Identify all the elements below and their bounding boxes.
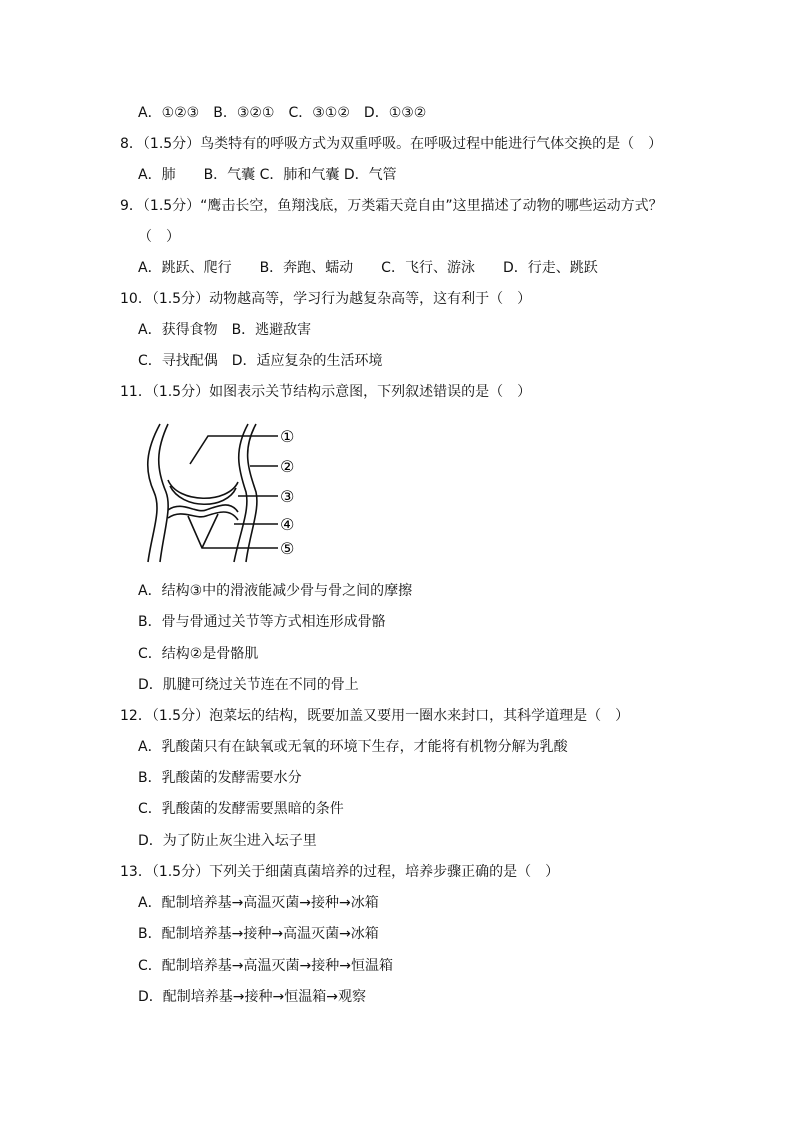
- q12-option-a: A．乳酸菌只有在缺氧或无氧的环境下生存，才能将有机物分解为乳酸: [138, 739, 568, 755]
- q9-options: A．跳跃、爬行 B．奔跑、蠕动 C．飞行、游泳 D．行走、跳跃: [138, 260, 598, 276]
- q13-option-b: B．配制培养基→接种→高温灭菌→冰箱: [138, 926, 379, 942]
- q8-options: A．肺 B．气囊 C．肺和气囊 D．气管: [138, 167, 397, 183]
- q11-option-b: B．骨与骨通过关节等方式相连形成骨骼: [138, 614, 386, 630]
- q13-option-c: C．配制培养基→高温灭菌→接种→恒温箱: [138, 958, 393, 974]
- q9-paren: （ ）: [138, 229, 180, 245]
- joint-structure-diagram: [138, 420, 308, 566]
- q9-stem: 9．（1.5分）“鹰击长空，鱼翔浅底，万类霜天竞自由”这里描述了动物的哪些运动方式？: [120, 198, 663, 214]
- diagram-label-3: ③: [280, 487, 295, 506]
- q12-stem: 12．（1.5分）泡菜坛的结构，既要加盖又要用一圈水来封口，其科学道理是（ ）: [120, 708, 630, 724]
- q11-option-d: D．肌腱可绕过关节连在不同的骨上: [138, 677, 359, 693]
- q11-stem: 11．（1.5分）如图表示关节结构示意图，下列叙述错误的是（ ）: [120, 384, 532, 400]
- q13-option-a: A．配制培养基→高温灭菌→接种→冰箱: [138, 895, 379, 911]
- q10-options-1: A．获得食物 B．逃避敌害: [138, 322, 312, 338]
- diagram-label-5: ⑤: [280, 539, 295, 558]
- q12-option-c: C．乳酸菌的发酵需要黑暗的条件: [138, 801, 344, 817]
- q8-stem: 8．（1.5分）鸟类特有的呼吸方式为双重呼吸。在呼吸过程中能进行气体交换的是（ ）: [120, 136, 663, 152]
- q10-stem: 10．（1.5分）动物越高等，学习行为越复杂高等，这有利于（ ）: [120, 291, 532, 307]
- q11-option-c: C．结构②是骨骼肌: [138, 646, 259, 662]
- diagram-label-2: ②: [280, 457, 295, 476]
- q12-option-d: D．为了防止灰尘进入坛子里: [138, 833, 317, 849]
- diagram-label-1: ①: [280, 427, 295, 446]
- q10-options-2: C．寻找配偶 D．适应复杂的生活环境: [138, 353, 383, 369]
- q13-stem: 13．（1.5分）下列关于细菌真菌培养的过程，培养步骤正确的是（ ）: [120, 864, 560, 880]
- q7-options: A．①②③ B．③②① C．③①② D．①③②: [138, 105, 427, 121]
- q12-option-b: B．乳酸菌的发酵需要水分: [138, 770, 302, 786]
- q11-option-a: A．结构③中的滑液能减少骨与骨之间的摩擦: [138, 583, 413, 599]
- diagram-label-4: ④: [280, 515, 295, 534]
- q13-option-d: D．配制培养基→接种→恒温箱→观察: [138, 989, 366, 1005]
